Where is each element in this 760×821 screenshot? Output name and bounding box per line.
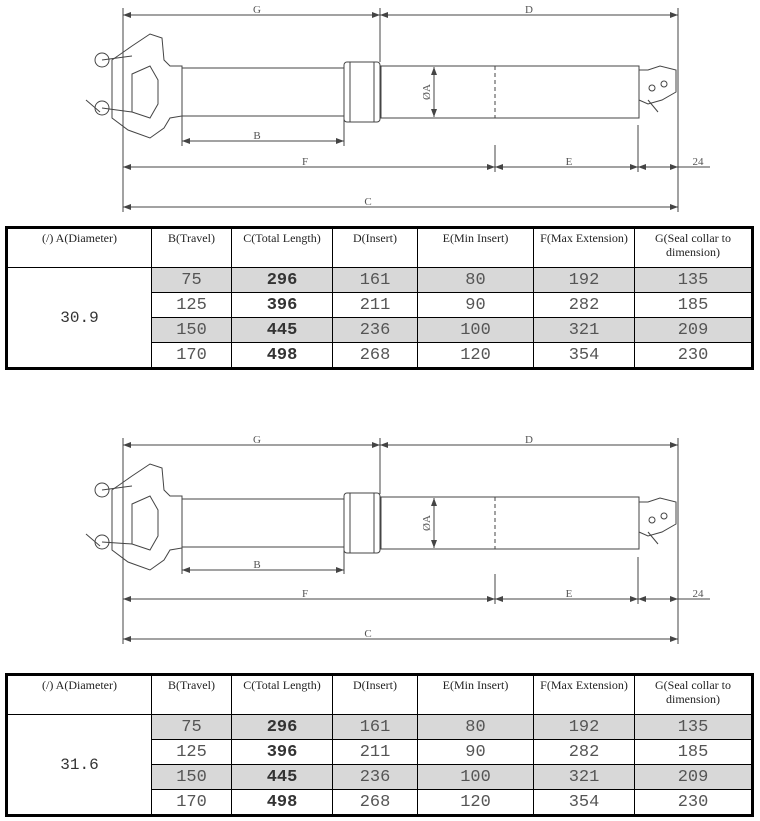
table-header-row — [7, 228, 753, 268]
travel-cell: 170 — [152, 790, 232, 816]
min-insert-cell: 80 — [418, 715, 534, 740]
seal-collar-cell: 185 — [635, 293, 753, 318]
total-length-cell: 396 — [232, 740, 333, 765]
label-offset: 24 — [692, 588, 704, 600]
label-e: E — [565, 588, 573, 600]
min-insert-cell: 80 — [418, 268, 534, 293]
max-extension-cell: 282 — [534, 740, 635, 765]
total-length-cell: 498 — [232, 343, 333, 369]
travel-cell: 150 — [152, 765, 232, 790]
insert-cell: 236 — [333, 318, 418, 343]
label-d: D — [525, 4, 533, 16]
spec-table-1 — [5, 226, 754, 370]
seal-collar-cell: 135 — [635, 268, 753, 293]
travel-cell: 75 — [152, 715, 232, 740]
min-insert-cell: 90 — [418, 740, 534, 765]
label-diameter: ØA — [421, 84, 433, 100]
header-max-extension: F(Max Extension) — [534, 675, 635, 715]
min-insert-cell: 120 — [418, 343, 534, 369]
insert-cell: 268 — [333, 343, 418, 369]
insert-cell: 268 — [333, 790, 418, 816]
total-length-cell: 445 — [232, 318, 333, 343]
header-diameter: (/) A(Diameter) — [7, 228, 152, 268]
table-header-row — [7, 675, 753, 715]
insert-cell: 161 — [333, 715, 418, 740]
label-offset: 24 — [692, 156, 704, 168]
header-min-insert: E(Min Insert) — [418, 228, 534, 268]
max-extension-cell: 321 — [534, 318, 635, 343]
insert-cell: 211 — [333, 740, 418, 765]
travel-cell: 150 — [152, 318, 232, 343]
max-extension-cell: 192 — [534, 715, 635, 740]
header-travel: B(Travel) — [152, 228, 232, 268]
total-length-cell: 445 — [232, 765, 333, 790]
label-g: G — [253, 434, 261, 446]
header-total-length: C(Total Length) — [232, 675, 333, 715]
table-row — [7, 268, 753, 293]
travel-cell: 125 — [152, 293, 232, 318]
header-seal-collar: G(Seal collar to dimension) — [635, 228, 753, 268]
label-e: E — [565, 156, 573, 168]
seal-collar-cell: 230 — [635, 790, 753, 816]
diameter-value: 30.9 — [7, 268, 152, 369]
header-insert: D(Insert) — [333, 675, 418, 715]
min-insert-cell: 100 — [418, 318, 534, 343]
label-b: B — [253, 559, 261, 571]
min-insert-cell: 120 — [418, 790, 534, 816]
table-row — [7, 715, 753, 740]
max-extension-cell: 282 — [534, 293, 635, 318]
travel-cell: 75 — [152, 268, 232, 293]
seatpost-drawing-1 — [0, 0, 760, 225]
seatpost-drawing-2 — [0, 432, 760, 657]
max-extension-cell: 321 — [534, 765, 635, 790]
label-f: F — [301, 156, 309, 168]
seal-collar-cell: 209 — [635, 765, 753, 790]
travel-cell: 170 — [152, 343, 232, 369]
seal-collar-cell: 209 — [635, 318, 753, 343]
label-c: C — [364, 196, 372, 208]
header-max-extension: F(Max Extension) — [534, 228, 635, 268]
total-length-cell: 296 — [232, 268, 333, 293]
travel-cell: 125 — [152, 740, 232, 765]
min-insert-cell: 90 — [418, 293, 534, 318]
diameter-value: 31.6 — [7, 715, 152, 816]
label-diameter: ØA — [421, 515, 433, 531]
header-total-length: C(Total Length) — [232, 228, 333, 268]
max-extension-cell: 354 — [534, 790, 635, 816]
total-length-cell: 396 — [232, 293, 333, 318]
label-d: D — [525, 434, 533, 446]
min-insert-cell: 100 — [418, 765, 534, 790]
header-seal-collar: G(Seal collar to dimension) — [635, 675, 753, 715]
label-f: F — [301, 588, 309, 600]
seal-collar-cell: 230 — [635, 343, 753, 369]
total-length-cell: 498 — [232, 790, 333, 816]
max-extension-cell: 192 — [534, 268, 635, 293]
header-min-insert: E(Min Insert) — [418, 675, 534, 715]
header-diameter: (/) A(Diameter) — [7, 675, 152, 715]
total-length-cell: 296 — [232, 715, 333, 740]
label-b: B — [253, 130, 261, 142]
label-c: C — [364, 628, 372, 640]
max-extension-cell: 354 — [534, 343, 635, 369]
header-travel: B(Travel) — [152, 675, 232, 715]
insert-cell: 236 — [333, 765, 418, 790]
insert-cell: 211 — [333, 293, 418, 318]
header-insert: D(Insert) — [333, 228, 418, 268]
seal-collar-cell: 135 — [635, 715, 753, 740]
insert-cell: 161 — [333, 268, 418, 293]
label-g: G — [253, 4, 261, 16]
spec-table-2 — [5, 673, 754, 817]
seal-collar-cell: 185 — [635, 740, 753, 765]
